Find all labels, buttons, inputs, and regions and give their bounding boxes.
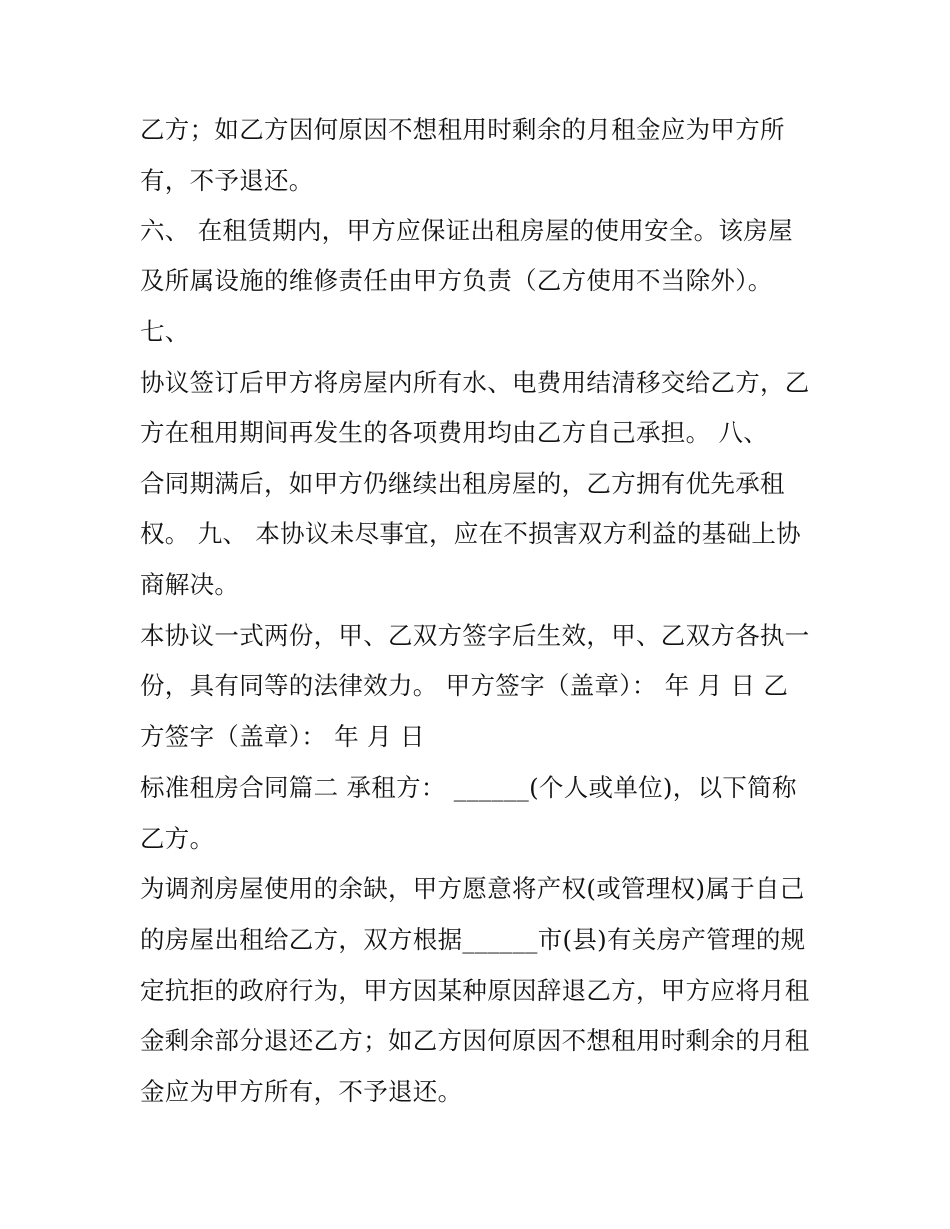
text-line: 乙方。 xyxy=(140,824,215,853)
text-line: 定抗拒的政府行为，甲方因某种原因辞退乙方，甲方应将月租 xyxy=(140,976,810,1005)
text-line: 方签字（盖章）： 年 月 日 xyxy=(140,722,425,751)
text-line: 六、 在租赁期内，甲方应保证出租房屋的使用安全。该房屋 xyxy=(140,216,793,245)
text-line: 有，不予退还。 xyxy=(140,166,314,195)
text-line: 协议签订后甲方将房屋内所有水、电费用结清移交给乙方，乙 xyxy=(140,368,810,397)
text-line: 为调剂房屋使用的余缺，甲方愿意将产权(或管理权)属于自己 xyxy=(140,874,805,903)
text-line: 金剩余部分退还乙方；如乙方因何原因不想租用时剩余的月租 xyxy=(140,1026,810,1055)
text-line: 商解决。 xyxy=(140,570,240,599)
text-line: 的房屋出租给乙方，双方根据______市(县)有关房产管理的规 xyxy=(140,925,806,954)
text-line: 合同期满后，如甲方仍继续出租房屋的，乙方拥有优先承租 xyxy=(140,469,785,498)
text-line: 金应为甲方所有，不予退还。 xyxy=(140,1077,463,1106)
text-line: 乙方；如乙方因何原因不想租用时剩余的月租金应为甲方所 xyxy=(140,115,785,144)
text-line: 份，具有同等的法律效力。 甲方签字（盖章）： 年 月 日 乙 xyxy=(140,671,789,700)
text-line: 七、 xyxy=(140,317,190,346)
text-line: 本协议一式两份，甲、乙双方签字后生效，甲、乙双方各执一 xyxy=(140,621,810,650)
text-line: 及所属设施的维修责任由甲方负责（乙方使用不当除外）。 xyxy=(140,266,773,295)
text-line: 方在租用期间再发生的各项费用均由乙方自己承担。 八、 xyxy=(140,418,769,447)
text-line: 标准租房合同篇二 承租方： ______(个人或单位)，以下简称 xyxy=(140,773,797,802)
text-line: 权。 九、 本协议未尽事宜，应在不损害双方利益的基础上协 xyxy=(140,519,801,548)
